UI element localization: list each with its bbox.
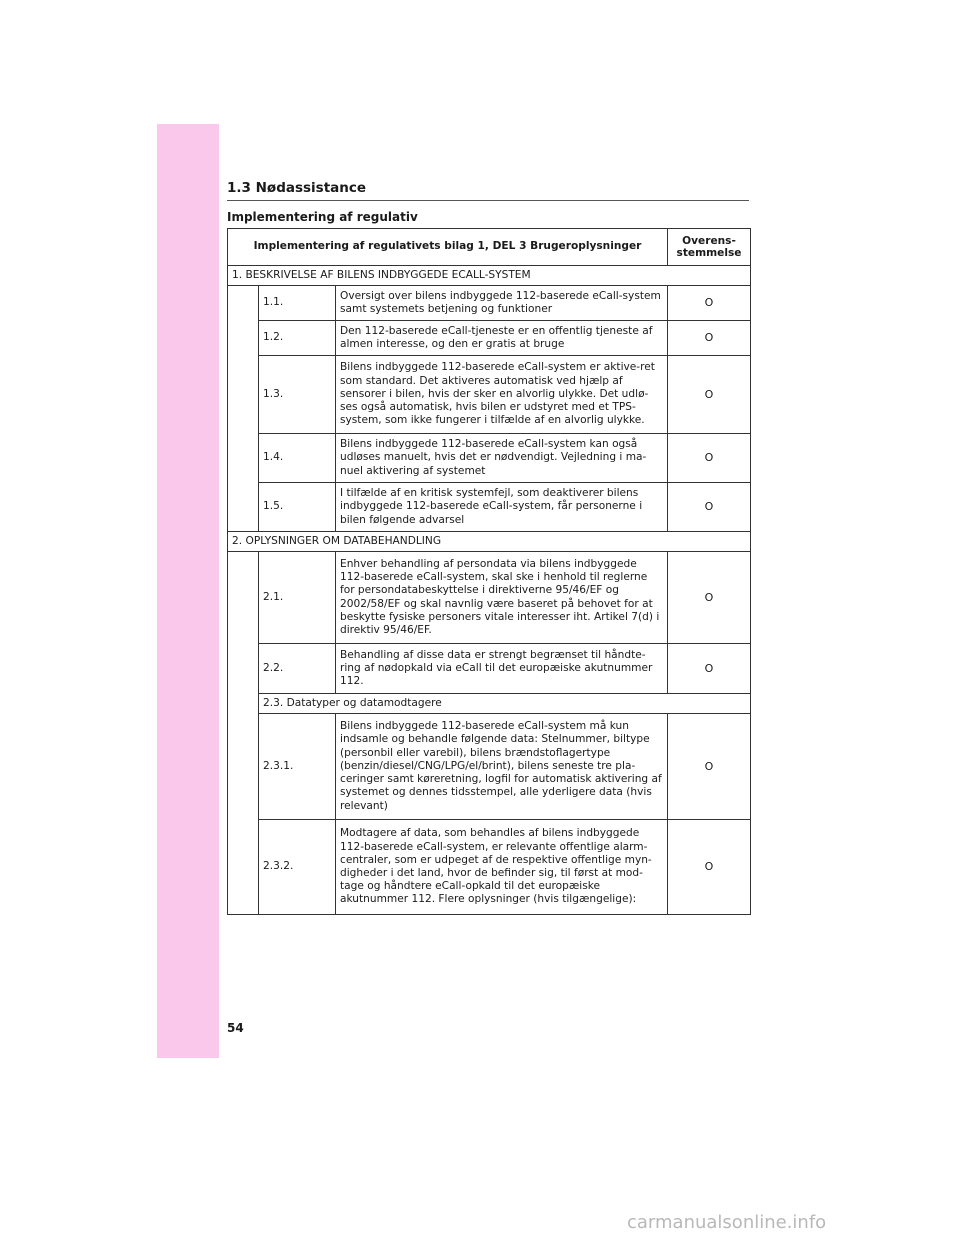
header-main: Implementering af regulativets bilag 1, DEL 3 Brugeroplysninger	[228, 229, 668, 266]
table-row	[228, 552, 751, 644]
table-row	[228, 644, 751, 694]
table-row	[228, 434, 751, 483]
table-header-row	[228, 229, 751, 266]
row-compliance: O	[668, 714, 751, 820]
section-title-2: 2. OPLYSNINGER OM DATABEHANDLING	[228, 532, 751, 552]
row-text: Bilens indbyggede 112-baserede eCall-system er aktive-ret som standard. Det aktiveres automatisk ved hjælp af sensorer i bilen, hvis der sker en alvorlig ulykke. Det udlø-ses også automatisk, hvis bilen er udstyret med et TPS-system, som ikke fungerer i tilfælde af en alvorlig ulykke.	[336, 356, 668, 434]
row-compliance: O	[668, 644, 751, 694]
row-text: Den 112-baserede eCall-tjeneste er en offentlig tjeneste af almen interesse, og den er gratis at bruge	[336, 321, 668, 356]
row-number: 2.3.2.	[259, 820, 336, 915]
table-row	[228, 286, 751, 321]
row-compliance: O	[668, 483, 751, 532]
row-number: 1.1.	[259, 286, 336, 321]
row-number: 1.5.	[259, 483, 336, 532]
table-row	[228, 820, 751, 915]
row-compliance: O	[668, 356, 751, 434]
subsection-row	[228, 694, 751, 714]
sub-heading: Implementering af regulativ	[227, 210, 418, 224]
row-text: Bilens indbyggede 112-baserede eCall-system må kun indsamle og behandle følgende data: Stelnummer, biltype (personbil eller varebil), bilens brændstoflagertype (benzin/diesel/CNG/LPG/el/brint), bilens seneste tre pla-ceringer samt køreretning, logfil for automatisk aktivering af systemet og dennes tidsstempel, alle yderligere data (hvis relevant)	[336, 714, 668, 820]
page-number: 54	[227, 1021, 244, 1035]
table-row	[228, 714, 751, 820]
row-text: Modtagere af data, som behandles af bilens indbyggede 112-baserede eCall-system, er relevante offentlige alarm-centraler, som er udpeget af de respektive offentlige myn-digheder i det land, hvor de befinder sig, til først at mod-tage og håndtere eCall-opkald til det europæiske akutnummer 112. Flere oplysninger (hvis tilgængelige):	[336, 820, 668, 915]
header-compliance: Overens- stemmelse	[668, 229, 751, 266]
row-text: Bilens indbyggede 112-baserede eCall-system kan også udløses manuelt, hvis det er nødvendigt. Vejledning i ma-nuel aktivering af systemet	[336, 434, 668, 483]
section-heading: 1.3 Nødassistance	[227, 180, 749, 201]
section-title-1: 1. BESKRIVELSE AF BILENS INDBYGGEDE ECALL-SYSTEM	[228, 266, 751, 286]
page-side-band	[157, 124, 219, 1058]
row-compliance: O	[668, 321, 751, 356]
row-text: Behandling af disse data er strengt begrænset til håndte-ring af nødopkald via eCall til det europæiske akutnummer 112.	[336, 644, 668, 694]
row-number: 1.3.	[259, 356, 336, 434]
section-row	[228, 266, 751, 286]
row-text: Oversigt over bilens indbyggede 112-baserede eCall-system samt systemets betjening og funktioner	[336, 286, 668, 321]
row-text: Enhver behandling af persondata via bilens indbyggede 112-baserede eCall-system, skal ske i henhold til reglerne for persondatabeskyttelse i direktiverne 95/46/EF og 2002/58/EF og skal navnlig være baseret på behovet for at beskytte fysiske personers vitale interesser iht. Artikel 7(d) i direktiv 95/46/EF.	[336, 552, 668, 644]
table-row	[228, 321, 751, 356]
row-number: 2.3.1.	[259, 714, 336, 820]
table-row	[228, 483, 751, 532]
row-compliance: O	[668, 434, 751, 483]
row-number: 2.1.	[259, 552, 336, 644]
row-compliance: O	[668, 286, 751, 321]
row-number: 1.2.	[259, 321, 336, 356]
row-compliance: O	[668, 552, 751, 644]
section-row	[228, 532, 751, 552]
regulation-table	[227, 228, 751, 915]
row-compliance: O	[668, 820, 751, 915]
row-number: 2.2.	[259, 644, 336, 694]
watermark: carmanualsonline.info	[627, 1212, 827, 1233]
row-number: 1.4.	[259, 434, 336, 483]
subsection-title: 2.3. Datatyper og datamodtagere	[259, 694, 751, 714]
indent-cell	[228, 286, 259, 532]
table-row	[228, 356, 751, 434]
row-text: I tilfælde af en kritisk systemfejl, som deaktiverer bilens indbyggede 112-baserede eCall-system, får personerne i bilen følgende advarsel	[336, 483, 668, 532]
indent-cell	[228, 552, 259, 915]
